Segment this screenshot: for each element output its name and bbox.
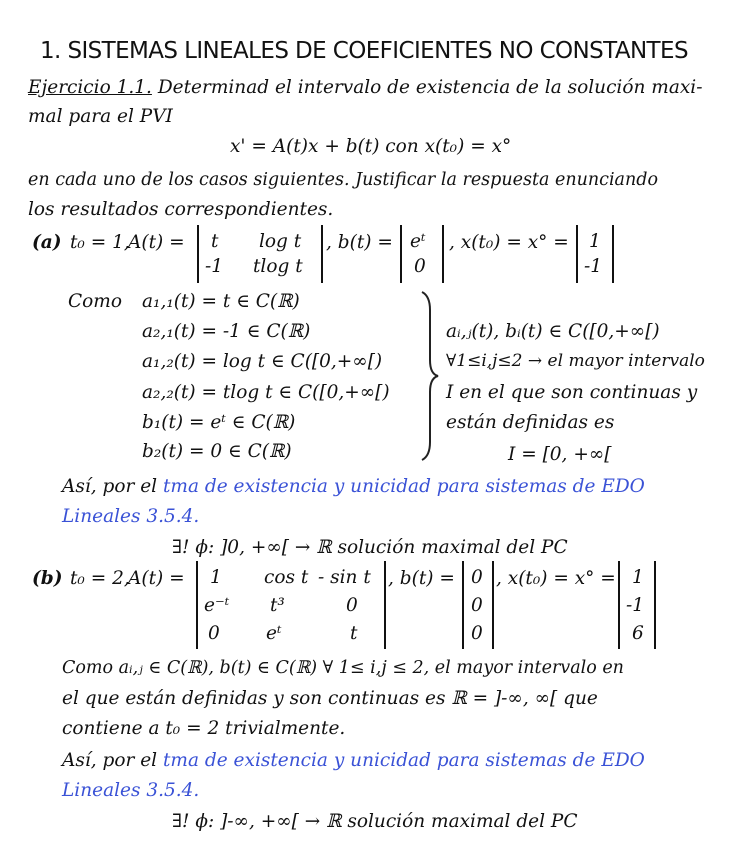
vector-cell: -1 bbox=[626, 595, 645, 616]
matrix-cell: - sin t bbox=[318, 567, 371, 588]
right-text-3: I en el que son continuas y bbox=[446, 382, 698, 403]
matrix-cell: t bbox=[350, 623, 358, 644]
entry-a11: a₁,₁(t) = t ∈ C(ℝ) bbox=[142, 291, 300, 312]
entry-a21: a₂,₁(t) = -1 ∈ C(ℝ) bbox=[142, 321, 311, 342]
matrix-cell: e⁻ᵗ bbox=[204, 595, 230, 616]
case-b-vector-x0 bbox=[618, 561, 656, 649]
case-b-text-2: el que están definidas y son continuas es ℝ = ]-∞, ∞[ que bbox=[62, 688, 598, 709]
matrix-cell: tlog t bbox=[253, 256, 303, 277]
pvi-equation: x' = A(t)x + b(t) con x(t₀) = x° bbox=[230, 136, 512, 157]
case-a-A-label: A(t) = bbox=[128, 232, 185, 253]
case-b-theorem: tma de existencia y unicidad para sistemas de EDO bbox=[163, 750, 645, 771]
vector-cell: 0 bbox=[471, 567, 483, 588]
vector-cell: 1 bbox=[589, 231, 601, 252]
vector-cell: eᵗ bbox=[410, 231, 426, 252]
case-b-x0-label: , x(t₀) = x° = bbox=[496, 568, 616, 589]
entry-a22: a₂,₂(t) = tlog t ∈ C([0,+∞[) bbox=[142, 382, 390, 403]
case-b-conclusion: ∃! ϕ: ]-∞, +∞[ → ℝ solución maximal del PC bbox=[172, 811, 578, 832]
case-a-t0: t₀ = 1, bbox=[70, 232, 130, 253]
case-a-vector-b bbox=[400, 225, 444, 283]
vector-cell: 0 bbox=[471, 623, 483, 644]
case-a-conclusion: ∃! ϕ: ]0, +∞[ → ℝ solución maximal del PC bbox=[172, 537, 568, 558]
matrix-cell: t bbox=[211, 231, 219, 252]
right-text-4: están definidas es bbox=[446, 412, 615, 433]
vector-cell: 1 bbox=[632, 567, 644, 588]
entry-b2: b₂(t) = 0 ∈ C(ℝ) bbox=[142, 441, 292, 462]
vector-cell: 6 bbox=[632, 623, 644, 644]
case-a-x0-label: , x(t₀) = x° = bbox=[449, 232, 569, 253]
case-a-label: (a) bbox=[32, 232, 62, 253]
entry-a12: a₁,₂(t) = log t ∈ C([0,+∞[) bbox=[142, 351, 383, 372]
case-b-A-label: A(t) = bbox=[128, 568, 185, 589]
matrix-cell: eᵗ bbox=[266, 623, 282, 644]
right-text-2: ∀1≤i,j≤2 → el mayor intervalo bbox=[446, 351, 705, 371]
matrix-cell: log t bbox=[259, 231, 302, 252]
case-a-matrix-A bbox=[197, 225, 323, 283]
exercise-label: Ejercicio 1.1. bbox=[28, 77, 152, 98]
matrix-cell: 0 bbox=[208, 623, 220, 644]
case-a-como: Como bbox=[68, 291, 122, 312]
exercise-statement bbox=[28, 79, 702, 98]
case-b-asi: Así, por el bbox=[62, 750, 158, 771]
case-b-text-3: contiene a t₀ = 2 trivialmente. bbox=[62, 718, 346, 739]
case-a-theorem-line bbox=[62, 478, 645, 497]
exercise-text-3: en cada uno de los casos siguientes. Justificar la respuesta enunciando bbox=[28, 170, 658, 190]
case-b-matrix-A bbox=[196, 561, 386, 649]
case-a-vector-x0 bbox=[576, 225, 614, 283]
interval-result: I = [0, +∞[ bbox=[508, 444, 612, 465]
exercise-text-4: los resultados correspondientes. bbox=[28, 199, 334, 220]
exercise-text-2: mal para el PVI bbox=[28, 106, 173, 127]
case-b-theorem-line bbox=[62, 752, 645, 771]
matrix-cell: t³ bbox=[270, 595, 285, 616]
case-b-label: (b) bbox=[32, 568, 63, 589]
matrix-cell: cos t bbox=[264, 567, 309, 588]
case-a-asi: Así, por el bbox=[62, 476, 158, 497]
case-b-vector-b bbox=[462, 561, 494, 649]
matrix-cell: -1 bbox=[205, 256, 224, 277]
case-b-b-label: , b(t) = bbox=[388, 568, 455, 589]
matrix-cell: 0 bbox=[346, 595, 358, 616]
vector-cell: 0 bbox=[414, 256, 426, 277]
entry-b1: b₁(t) = eᵗ ∈ C(ℝ) bbox=[142, 412, 296, 433]
case-b-theorem-2: Lineales 3.5.4. bbox=[62, 780, 200, 801]
case-b-t0: t₀ = 2, bbox=[70, 568, 130, 589]
case-b-text-1: Como aᵢ,ⱼ ∈ C(ℝ), b(t) ∈ C(ℝ) ∀ 1≤ i,j ≤ 2, el mayor intervalo en bbox=[62, 658, 624, 678]
case-a-b-label: , b(t) = bbox=[326, 232, 393, 253]
vector-cell: -1 bbox=[584, 256, 603, 277]
case-a-theorem: tma de existencia y unicidad para sistemas de EDO bbox=[163, 476, 645, 497]
right-text-1: aᵢ,ⱼ(t), bᵢ(t) ∈ C([0,+∞[) bbox=[446, 321, 660, 342]
case-a-theorem-2: Lineales 3.5.4. bbox=[62, 506, 200, 527]
vector-cell: 0 bbox=[471, 595, 483, 616]
right-brace-icon bbox=[418, 290, 440, 462]
exercise-text-1: Determinad el intervalo de existencia de la solución maxi- bbox=[157, 77, 703, 98]
page-title: 1. SISTEMAS LINEALES DE COEFICIENTES NO CONSTANTES bbox=[40, 38, 688, 64]
matrix-cell: 1 bbox=[210, 567, 222, 588]
